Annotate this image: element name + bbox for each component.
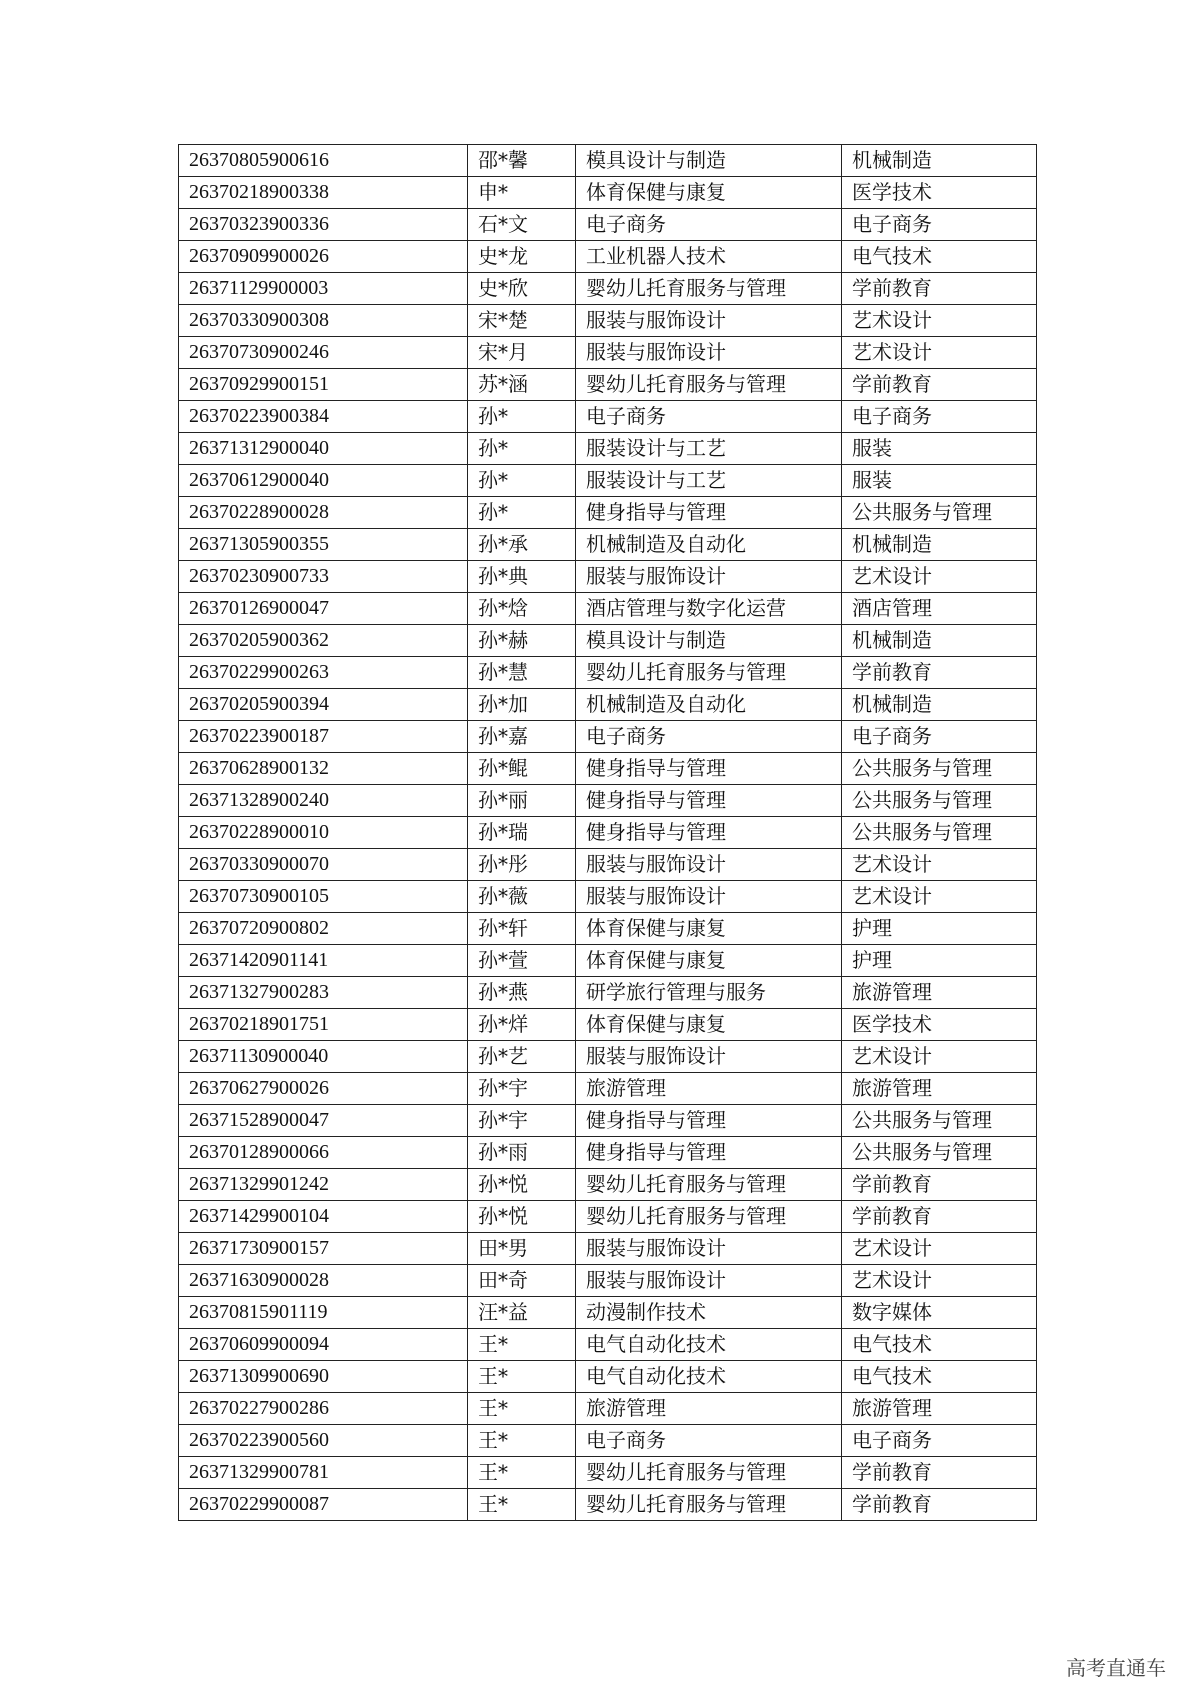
- candidate-name-cell: 申*: [468, 177, 576, 209]
- candidate-name-cell: 孙*鲲: [468, 753, 576, 785]
- candidate-name-cell: 孙*典: [468, 561, 576, 593]
- table-row: [179, 529, 1037, 561]
- table-row: [179, 401, 1037, 433]
- table-row: [179, 433, 1037, 465]
- admission-list-table: [178, 144, 1037, 1521]
- candidate-id-cell: 26370230900733: [179, 561, 468, 593]
- candidate-id-cell: 26370229900087: [179, 1489, 468, 1521]
- candidate-name-cell: 史*龙: [468, 241, 576, 273]
- major-cell: 服装与服饰设计: [576, 1233, 842, 1265]
- table-row: [179, 785, 1037, 817]
- table-row: [179, 561, 1037, 593]
- category-cell: 酒店管理: [842, 593, 1037, 625]
- category-cell: 机械制造: [842, 529, 1037, 561]
- category-cell: 旅游管理: [842, 1393, 1037, 1425]
- major-cell: 服装与服饰设计: [576, 337, 842, 369]
- candidate-id-cell: 26370612900040: [179, 465, 468, 497]
- major-cell: 机械制造及自动化: [576, 529, 842, 561]
- table-row: [179, 1041, 1037, 1073]
- candidate-name-cell: 孙*燕: [468, 977, 576, 1009]
- candidate-id-cell: 26370609900094: [179, 1329, 468, 1361]
- major-cell: 体育保健与康复: [576, 177, 842, 209]
- major-cell: 服装与服饰设计: [576, 1265, 842, 1297]
- major-cell: 健身指导与管理: [576, 1105, 842, 1137]
- major-cell: 健身指导与管理: [576, 785, 842, 817]
- candidate-name-cell: 孙*嘉: [468, 721, 576, 753]
- candidate-id-cell: 26371730900157: [179, 1233, 468, 1265]
- candidate-name-cell: 宋*楚: [468, 305, 576, 337]
- candidate-name-cell: 田*男: [468, 1233, 576, 1265]
- category-cell: 电子商务: [842, 1425, 1037, 1457]
- candidate-id-cell: 26370330900070: [179, 849, 468, 881]
- category-cell: 学前教育: [842, 1201, 1037, 1233]
- candidate-name-cell: 苏*涵: [468, 369, 576, 401]
- table-row: [179, 817, 1037, 849]
- table-row: [179, 177, 1037, 209]
- table-row: [179, 145, 1037, 177]
- candidate-name-cell: 孙*宇: [468, 1073, 576, 1105]
- table-row: [179, 657, 1037, 689]
- major-cell: 电子商务: [576, 209, 842, 241]
- candidate-name-cell: 孙*萱: [468, 945, 576, 977]
- candidate-id-cell: 26370223900187: [179, 721, 468, 753]
- candidate-id-cell: 26370205900362: [179, 625, 468, 657]
- table-row: [179, 1425, 1037, 1457]
- category-cell: 艺术设计: [842, 881, 1037, 913]
- major-cell: 服装与服饰设计: [576, 881, 842, 913]
- major-cell: 模具设计与制造: [576, 145, 842, 177]
- candidate-id-cell: 26370805900616: [179, 145, 468, 177]
- candidate-id-cell: 26370205900394: [179, 689, 468, 721]
- category-cell: 护理: [842, 913, 1037, 945]
- candidate-id-cell: 26370730900246: [179, 337, 468, 369]
- candidate-id-cell: 26370218900338: [179, 177, 468, 209]
- candidate-name-cell: 史*欣: [468, 273, 576, 305]
- table-row: [179, 1393, 1037, 1425]
- candidate-name-cell: 孙*艺: [468, 1041, 576, 1073]
- major-cell: 婴幼儿托育服务与管理: [576, 1201, 842, 1233]
- candidate-id-cell: 26370223900384: [179, 401, 468, 433]
- table-row: [179, 273, 1037, 305]
- candidate-name-cell: 孙*悦: [468, 1201, 576, 1233]
- category-cell: 电气技术: [842, 241, 1037, 273]
- candidate-id-cell: 26371130900040: [179, 1041, 468, 1073]
- category-cell: 艺术设计: [842, 1265, 1037, 1297]
- major-cell: 体育保健与康复: [576, 913, 842, 945]
- candidate-name-cell: 孙*轩: [468, 913, 576, 945]
- category-cell: 学前教育: [842, 1169, 1037, 1201]
- major-cell: 婴幼儿托育服务与管理: [576, 1169, 842, 1201]
- table-row: [179, 625, 1037, 657]
- table-row: [179, 1329, 1037, 1361]
- candidate-name-cell: 孙*雨: [468, 1137, 576, 1169]
- major-cell: 旅游管理: [576, 1393, 842, 1425]
- candidate-id-cell: 26370330900308: [179, 305, 468, 337]
- candidate-id-cell: 26370223900560: [179, 1425, 468, 1457]
- major-cell: 体育保健与康复: [576, 945, 842, 977]
- table-body: [179, 145, 1037, 1521]
- candidate-name-cell: 孙*承: [468, 529, 576, 561]
- category-cell: 电气技术: [842, 1361, 1037, 1393]
- table-row: [179, 913, 1037, 945]
- watermark-text: 高考直通车: [1066, 1656, 1166, 1680]
- candidate-id-cell: 26370815901119: [179, 1297, 468, 1329]
- candidate-name-cell: 孙*丽: [468, 785, 576, 817]
- major-cell: 体育保健与康复: [576, 1009, 842, 1041]
- candidate-id-cell: 26371420901141: [179, 945, 468, 977]
- table-row: [179, 1489, 1037, 1521]
- category-cell: 学前教育: [842, 1489, 1037, 1521]
- table-row: [179, 1233, 1037, 1265]
- candidate-name-cell: 孙*焓: [468, 593, 576, 625]
- candidate-name-cell: 邵*馨: [468, 145, 576, 177]
- candidate-name-cell: 田*奇: [468, 1265, 576, 1297]
- category-cell: 电气技术: [842, 1329, 1037, 1361]
- table-row: [179, 1361, 1037, 1393]
- candidate-name-cell: 孙*悦: [468, 1169, 576, 1201]
- major-cell: 服装与服饰设计: [576, 561, 842, 593]
- candidate-name-cell: 孙*宇: [468, 1105, 576, 1137]
- table-row: [179, 1265, 1037, 1297]
- category-cell: 艺术设计: [842, 1233, 1037, 1265]
- table-row: [179, 1073, 1037, 1105]
- table-row: [179, 881, 1037, 913]
- category-cell: 数字媒体: [842, 1297, 1037, 1329]
- major-cell: 健身指导与管理: [576, 753, 842, 785]
- table-row: [179, 1169, 1037, 1201]
- table-row: [179, 849, 1037, 881]
- category-cell: 机械制造: [842, 689, 1037, 721]
- major-cell: 服装与服饰设计: [576, 849, 842, 881]
- candidate-name-cell: 王*: [468, 1425, 576, 1457]
- candidate-id-cell: 26371312900040: [179, 433, 468, 465]
- table-row: [179, 1457, 1037, 1489]
- table-row: [179, 369, 1037, 401]
- candidate-id-cell: 26370126900047: [179, 593, 468, 625]
- candidate-id-cell: 26370228900010: [179, 817, 468, 849]
- category-cell: 机械制造: [842, 625, 1037, 657]
- candidate-id-cell: 26370628900132: [179, 753, 468, 785]
- table-row: [179, 1009, 1037, 1041]
- candidate-id-cell: 26371327900283: [179, 977, 468, 1009]
- table-row: [179, 721, 1037, 753]
- category-cell: 学前教育: [842, 657, 1037, 689]
- candidate-id-cell: 26370229900263: [179, 657, 468, 689]
- major-cell: 婴幼儿托育服务与管理: [576, 1489, 842, 1521]
- major-cell: 电子商务: [576, 401, 842, 433]
- major-cell: 动漫制作技术: [576, 1297, 842, 1329]
- table-row: [179, 593, 1037, 625]
- candidate-id-cell: 26370227900286: [179, 1393, 468, 1425]
- candidate-id-cell: 26370909900026: [179, 241, 468, 273]
- major-cell: 研学旅行管理与服务: [576, 977, 842, 1009]
- category-cell: 医学技术: [842, 1009, 1037, 1041]
- category-cell: 公共服务与管理: [842, 1105, 1037, 1137]
- major-cell: 服装与服饰设计: [576, 1041, 842, 1073]
- candidate-name-cell: 孙*加: [468, 689, 576, 721]
- table-row: [179, 977, 1037, 1009]
- major-cell: 服装设计与工艺: [576, 433, 842, 465]
- candidate-name-cell: 孙*: [468, 497, 576, 529]
- major-cell: 服装设计与工艺: [576, 465, 842, 497]
- candidate-name-cell: 孙*瑞: [468, 817, 576, 849]
- candidate-id-cell: 26370730900105: [179, 881, 468, 913]
- major-cell: 电子商务: [576, 1425, 842, 1457]
- candidate-id-cell: 26370128900066: [179, 1137, 468, 1169]
- candidate-id-cell: 26371429900104: [179, 1201, 468, 1233]
- candidate-name-cell: 孙*烊: [468, 1009, 576, 1041]
- candidate-id-cell: 26370627900026: [179, 1073, 468, 1105]
- table-row: [179, 1297, 1037, 1329]
- candidate-id-cell: 26370720900802: [179, 913, 468, 945]
- candidate-id-cell: 26371328900240: [179, 785, 468, 817]
- table-row: [179, 753, 1037, 785]
- candidate-id-cell: 26370323900336: [179, 209, 468, 241]
- table-row: [179, 465, 1037, 497]
- candidate-name-cell: 宋*月: [468, 337, 576, 369]
- category-cell: 艺术设计: [842, 849, 1037, 881]
- major-cell: 健身指导与管理: [576, 497, 842, 529]
- table-row: [179, 337, 1037, 369]
- candidate-name-cell: 石*文: [468, 209, 576, 241]
- category-cell: 医学技术: [842, 177, 1037, 209]
- candidate-name-cell: 孙*: [468, 433, 576, 465]
- major-cell: 健身指导与管理: [576, 817, 842, 849]
- candidate-name-cell: 王*: [468, 1457, 576, 1489]
- table-row: [179, 241, 1037, 273]
- category-cell: 公共服务与管理: [842, 753, 1037, 785]
- candidate-id-cell: 26371305900355: [179, 529, 468, 561]
- major-cell: 婴幼儿托育服务与管理: [576, 657, 842, 689]
- table-row: [179, 945, 1037, 977]
- major-cell: 旅游管理: [576, 1073, 842, 1105]
- candidate-id-cell: 26370929900151: [179, 369, 468, 401]
- category-cell: 旅游管理: [842, 977, 1037, 1009]
- major-cell: 电气自动化技术: [576, 1361, 842, 1393]
- candidate-name-cell: 王*: [468, 1489, 576, 1521]
- candidate-id-cell: 26371309900690: [179, 1361, 468, 1393]
- candidate-name-cell: 孙*慧: [468, 657, 576, 689]
- table-row: [179, 689, 1037, 721]
- category-cell: 旅游管理: [842, 1073, 1037, 1105]
- table-row: [179, 209, 1037, 241]
- candidate-id-cell: 26371329900781: [179, 1457, 468, 1489]
- category-cell: 服装: [842, 465, 1037, 497]
- candidate-name-cell: 王*: [468, 1361, 576, 1393]
- candidate-id-cell: 26371129900003: [179, 273, 468, 305]
- category-cell: 电子商务: [842, 721, 1037, 753]
- category-cell: 艺术设计: [842, 561, 1037, 593]
- candidate-name-cell: 孙*薇: [468, 881, 576, 913]
- major-cell: 婴幼儿托育服务与管理: [576, 273, 842, 305]
- major-cell: 电子商务: [576, 721, 842, 753]
- category-cell: 公共服务与管理: [842, 1137, 1037, 1169]
- category-cell: 公共服务与管理: [842, 497, 1037, 529]
- major-cell: 健身指导与管理: [576, 1137, 842, 1169]
- category-cell: 艺术设计: [842, 337, 1037, 369]
- major-cell: 婴幼儿托育服务与管理: [576, 1457, 842, 1489]
- major-cell: 酒店管理与数字化运营: [576, 593, 842, 625]
- category-cell: 护理: [842, 945, 1037, 977]
- major-cell: 模具设计与制造: [576, 625, 842, 657]
- candidate-id-cell: 26370218901751: [179, 1009, 468, 1041]
- table-row: [179, 1137, 1037, 1169]
- table-row: [179, 305, 1037, 337]
- table-row: [179, 1201, 1037, 1233]
- candidate-name-cell: 汪*益: [468, 1297, 576, 1329]
- candidate-id-cell: 26370228900028: [179, 497, 468, 529]
- major-cell: 工业机器人技术: [576, 241, 842, 273]
- category-cell: 机械制造: [842, 145, 1037, 177]
- table-row: [179, 497, 1037, 529]
- category-cell: 电子商务: [842, 209, 1037, 241]
- category-cell: 学前教育: [842, 1457, 1037, 1489]
- category-cell: 学前教育: [842, 273, 1037, 305]
- major-cell: 服装与服饰设计: [576, 305, 842, 337]
- candidate-name-cell: 孙*: [468, 465, 576, 497]
- major-cell: 婴幼儿托育服务与管理: [576, 369, 842, 401]
- category-cell: 学前教育: [842, 369, 1037, 401]
- candidate-name-cell: 孙*彤: [468, 849, 576, 881]
- candidate-id-cell: 26371329901242: [179, 1169, 468, 1201]
- candidate-id-cell: 26371528900047: [179, 1105, 468, 1137]
- candidate-name-cell: 孙*赫: [468, 625, 576, 657]
- category-cell: 电子商务: [842, 401, 1037, 433]
- category-cell: 公共服务与管理: [842, 817, 1037, 849]
- major-cell: 电气自动化技术: [576, 1329, 842, 1361]
- candidate-name-cell: 王*: [468, 1329, 576, 1361]
- candidate-name-cell: 孙*: [468, 401, 576, 433]
- table-row: [179, 1105, 1037, 1137]
- category-cell: 公共服务与管理: [842, 785, 1037, 817]
- candidate-name-cell: 王*: [468, 1393, 576, 1425]
- category-cell: 服装: [842, 433, 1037, 465]
- major-cell: 机械制造及自动化: [576, 689, 842, 721]
- candidate-id-cell: 26371630900028: [179, 1265, 468, 1297]
- category-cell: 艺术设计: [842, 305, 1037, 337]
- category-cell: 艺术设计: [842, 1041, 1037, 1073]
